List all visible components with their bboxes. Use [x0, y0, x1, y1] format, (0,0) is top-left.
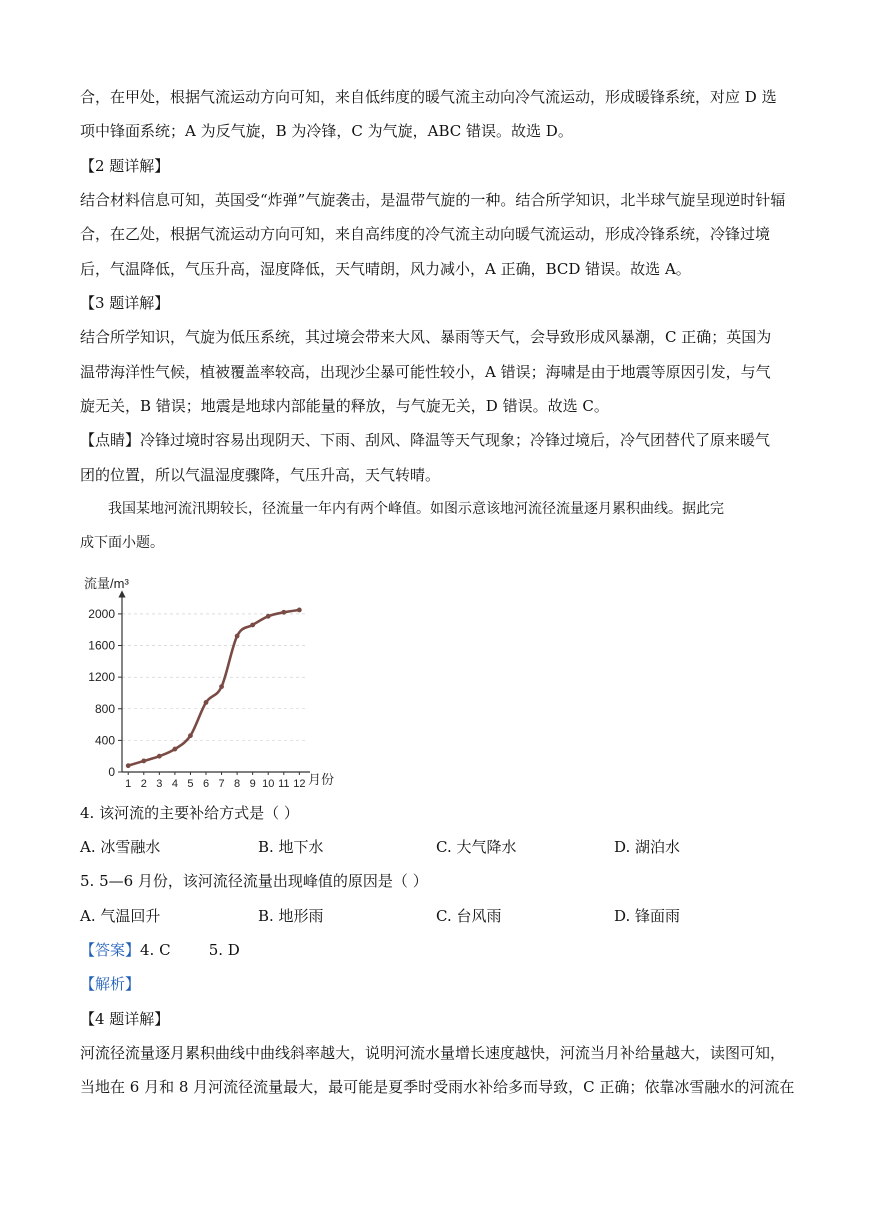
chart-x-tick-label: 10 — [262, 778, 275, 790]
chart-y-tick-label: 1200 — [88, 670, 115, 685]
detail-line-1: 河流径流量逐月累积曲线中曲线斜率越大，说明河流水量增长速度越快，河流当月补给量越大，读图可知， — [80, 1044, 786, 1062]
analysis-label: 【解析】 — [80, 975, 141, 993]
chart-x-tick-label: 8 — [234, 778, 241, 790]
chart-data-point — [219, 684, 224, 689]
line-p3: 结合材料信息可知，英国受“炸弹”气旋袭击，是温带气旋的一种。结合所学知识，北半球气旋呈现逆时针辐 — [80, 191, 786, 209]
intro-line-1: 我国某地河流汛期较长，径流量一年内有两个峰值。如图示意该地河流径流量逐月累积曲线。据此完 — [108, 501, 724, 517]
chart-x-tick-label: 6 — [202, 778, 210, 790]
q5-option-b: B. 地形雨 — [258, 907, 324, 925]
chart-xlabel: 月份 — [308, 772, 335, 787]
q4-option-b: B. 地下水 — [258, 838, 324, 856]
chart-y-tick-label: 2000 — [88, 606, 115, 621]
answer-line — [80, 939, 796, 961]
chart-data-point — [250, 623, 255, 628]
line-p4: 合，在乙处，根据气流运动方向可知，来自高纬度的冷气流主动向暖气流运动，形成冷锋系统，冷锋过境 — [80, 225, 771, 243]
chart-y-tick-label: 1600 — [88, 638, 115, 653]
chart-x-tick-label: 9 — [249, 778, 256, 790]
answer-label: 【答案】 — [80, 941, 141, 959]
chart-x-tick-label: 7 — [218, 778, 225, 790]
chart-data-point — [172, 747, 177, 752]
line-p5: 后，气温降低，气压升高，湿度降低，天气晴朗，风力减小，A 正确，BCD 错误。故选 A。 — [80, 260, 691, 278]
heading-q4-detail: 【4 题详解】 — [80, 1010, 170, 1028]
chart-y-tick-label: 400 — [94, 733, 115, 748]
chart-data-point — [126, 763, 131, 768]
chart-y-tick-label: 0 — [108, 765, 115, 779]
q4-option-c: C. 大气降水 — [436, 838, 517, 856]
heading-q3-detail: 【3 题详解】 — [80, 294, 170, 312]
q5-option-c: C. 台风雨 — [436, 907, 502, 925]
line-p9-tip: 【点睛】冷锋过境时容易出现阴天、下雨、刮风、降温等天气现象；冷锋过境后，冷气团替代了原来暖气 — [80, 431, 771, 449]
answer-text: 4. C 5. D — [140, 941, 240, 959]
chart-ylabel: 流量/m³ — [84, 576, 129, 591]
chart-data-point — [204, 700, 209, 705]
chart-x-tick-label: 2 — [140, 778, 147, 790]
chart-data-point — [266, 614, 271, 619]
q4-option-d: D. 湖泊水 — [614, 838, 681, 856]
chart-data-point — [157, 754, 162, 759]
chart-data-point — [235, 634, 240, 639]
line-p2: 项中锋面系统；A 为反气旋，B 为冷锋，C 为气旋，ABC 错误。故选 D。 — [80, 122, 573, 140]
q5-option-d: D. 锋面雨 — [614, 907, 681, 925]
intro-line-2: 成下面小题。 — [80, 535, 164, 551]
q5-option-a: A. 气温回升 — [80, 907, 161, 925]
line-p8: 旋无关，B 错误；地震是地球内部能量的释放，与气旋无关，D 错误。故选 C。 — [80, 397, 609, 415]
chart-y-tick-label: 800 — [94, 701, 115, 716]
chart-x-tick-label: 1 — [125, 778, 132, 790]
line-p6: 结合所学知识，气旋为低压系统，其过境会带来大风、暴雨等天气，会导致形成风暴潮，C 正确；英国为 — [80, 328, 772, 346]
chart-x-tick-label: 5 — [187, 778, 194, 790]
chart-x-tick-label: 3 — [156, 778, 163, 790]
chart-data-point — [141, 759, 146, 764]
heading-q2-detail: 【2 题详解】 — [80, 157, 170, 175]
chart-series-line — [128, 610, 299, 766]
detail-line-2: 当地在 6 月和 8 月河流径流量最大，最可能是夏季时受雨水补给多而导致，C 正确；依靠冰雪融水的河流在 — [80, 1078, 795, 1096]
chart-data-point — [188, 733, 193, 738]
chart-x-tick-label: 11 — [278, 778, 290, 790]
q4-option-a: A. 冰雪融水 — [80, 838, 161, 856]
line-p10: 团的位置，所以气温湿度骤降，气压升高，天气转晴。 — [80, 466, 441, 484]
chart-data-point — [297, 608, 302, 613]
line-p1: 合，在甲处，根据气流运动方向可知，来自低纬度的暖气流主动向冷气流运动，形成暖锋系统，对应 D 选 — [80, 88, 777, 106]
runoff-cumulative-chart — [78, 572, 338, 794]
chart-data-point — [281, 610, 286, 615]
line-p7: 温带海洋性气候，植被覆盖率较高，出现沙尘暴可能性较小，A 错误；海啸是由于地震等原因引发，与气 — [80, 363, 771, 381]
question-4: 4. 该河流的主要补给方式是（ ） — [80, 804, 299, 822]
chart-x-tick-label: 12 — [293, 778, 306, 790]
question-5: 5. 5—6 月份，该河流径流量出现峰值的原因是（ ） — [80, 872, 428, 890]
chart-x-tick-label: 4 — [171, 778, 178, 790]
